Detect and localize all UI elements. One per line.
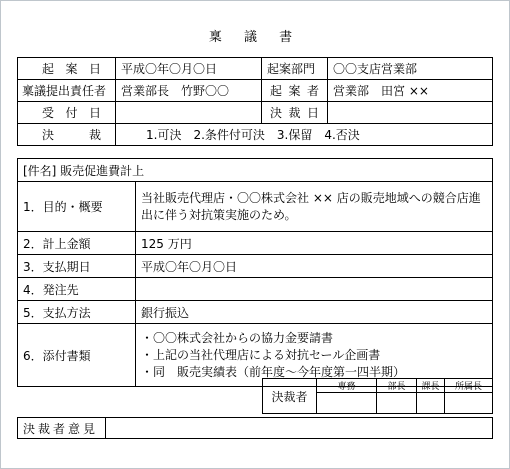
item-row-supplier [18,278,493,301]
role-shozokucho: 所属長 [445,379,493,393]
item-label-payment: 5．支払方法 [18,301,136,324]
value-responsible: 営業部長 竹野〇〇 [116,80,262,102]
item-label-amount: 2．計上金額 [18,232,136,255]
attachment-line: ・上記の当社代理店による対抗セール企画書 [141,347,381,362]
item-value-amount: 125 万円 [136,232,493,255]
item-value-due-date: 平成〇年〇月〇日 [136,255,493,278]
value-kian-date: 平成〇年〇月〇日 [116,58,262,80]
details-table [17,158,493,387]
item-value-supplier [136,278,493,301]
stamp-box-kacho[interactable] [417,393,445,414]
label-receipt-date: 受付日 [18,102,116,124]
value-kiansha: 営業部 田宮 ×× [328,80,493,102]
decision-options: 1.可決 2.条件付可決 3.保留 4.否決 [116,124,493,146]
label-responsible: 稟議提出責任者 [18,80,116,102]
item-value-payment: 銀行振込 [136,301,493,324]
approval-header-row [263,379,493,393]
label-decision-date: 決裁日 [262,102,328,124]
item-label-purpose: 1．目的・概要 [18,182,136,232]
label-kian-dept: 起案部門 [262,58,328,80]
role-senmu: 専務 [317,379,377,393]
item-row-due-date [18,255,493,278]
header-row-responsible [18,80,493,102]
item-row-purpose [18,182,493,232]
subject-row [18,159,493,182]
approval-table [262,378,493,414]
opinion-table [17,417,493,439]
attachment-line: ・〇〇株式会社からの協力金要請書 [141,330,334,345]
stamp-box-senmu[interactable] [317,393,377,414]
item-label-supplier: 4．発注先 [18,278,136,301]
header-row-decision [18,124,493,146]
value-decision-date [328,102,493,124]
label-kian-date: 起案日 [18,58,116,80]
opinion-field[interactable] [106,418,493,439]
opinion-label: 決裁者意見 [18,418,106,439]
label-kiansha: 起案者 [262,80,328,102]
header-table [17,57,493,146]
header-row-date [18,58,493,80]
opinion-row [18,418,493,439]
item-value-purpose: 当社販売代理店・〇〇株式会社 ×× 店の販売地域への競合店進出に伴う対抗策実施のため。 [136,182,493,232]
label-decision: 決裁 [18,124,116,146]
stamp-box-shozokucho[interactable] [445,393,493,414]
attachment-line: ・同 販売実績表（前年度〜今年度第一四半期） [141,364,406,379]
stamp-box-bucho[interactable] [377,393,417,414]
item-row-amount [18,232,493,255]
document-title: 稟 議 書 [208,30,302,45]
role-bucho: 部長 [377,379,417,393]
value-receipt-date [116,102,262,124]
approver-label: 決裁者 [263,379,317,414]
item-row-payment [18,301,493,324]
subject-text: [件名] 販売促進費計上 [18,159,493,182]
item-label-due-date: 3．支払期日 [18,255,136,278]
header-row-receipt [18,102,493,124]
item-label-attachments: 6．添付書類 [18,324,136,387]
value-kian-dept: 〇〇支店営業部 [328,58,493,80]
role-kacho: 課長 [417,379,445,393]
